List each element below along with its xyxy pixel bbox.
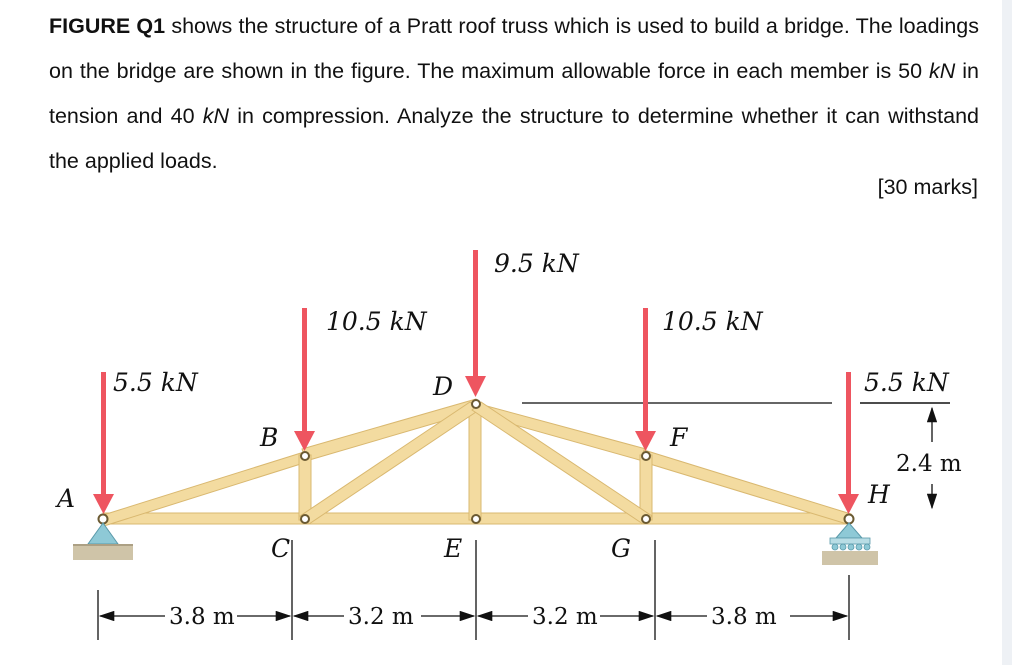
member-DG-diagonal — [472, 402, 652, 524]
question-part-3: in compression. Analyze the structure to determine whether it can withstand the applied loads. — [49, 104, 979, 173]
node-label-H: H — [868, 480, 890, 509]
load-arrow-D — [465, 250, 486, 397]
load-arrow-B — [294, 308, 315, 451]
pin-E — [472, 515, 480, 523]
pin-G — [642, 515, 650, 523]
pin-C — [301, 515, 309, 523]
load-label-F: 10.5 kN — [662, 307, 763, 336]
pin-H — [845, 515, 854, 524]
node-label-B: B — [260, 423, 279, 452]
truss-members — [100, 399, 851, 526]
support-H-roller — [822, 523, 878, 565]
member-DE-vertical — [469, 405, 481, 520]
load-label-D: 9.5 kN — [494, 249, 579, 278]
node-label-A: A — [57, 484, 76, 513]
span-label-AC: 3.8 m — [169, 604, 235, 630]
span-label-EG: 3.2 m — [532, 604, 598, 630]
load-arrow-A — [93, 372, 114, 514]
load-arrow-F — [635, 308, 656, 451]
height-dimension-label: 2.4 m — [896, 451, 962, 477]
member-CD-diagonal — [300, 402, 479, 524]
load-label-A: 5.5 kN — [113, 368, 198, 397]
node-label-D: D — [433, 372, 454, 401]
load-arrow-H — [838, 372, 859, 514]
node-label-F: F — [670, 423, 688, 452]
unit-kn-1: kN — [929, 59, 956, 83]
load-label-B: 10.5 kN — [326, 307, 427, 336]
span-label-CE: 3.2 m — [348, 604, 414, 630]
node-label-C: C — [271, 534, 291, 563]
pin-F — [642, 452, 650, 460]
marks-label: [30 marks] — [877, 175, 978, 199]
pin-D — [472, 400, 480, 408]
load-label-H: 5.5 kN — [864, 368, 949, 397]
question-part-1: shows the structure of a Pratt roof truss which is used to build a bridge. The loadings on the bridge are shown in the figure. The maximum allowable force in each member is 50 — [49, 14, 979, 83]
node-label-E: E — [444, 534, 463, 563]
question-part-2: in tension and 40 — [49, 59, 979, 128]
pin-B — [301, 452, 309, 460]
unit-kn-2: kN — [202, 104, 230, 128]
node-label-G: G — [611, 534, 631, 563]
figure-reference: FIGURE Q1 — [49, 14, 166, 38]
member-BD-top-chord — [302, 399, 480, 461]
support-A-pinned — [73, 523, 133, 560]
span-label-GH: 3.8 m — [711, 604, 777, 630]
member-DF-top-chord — [469, 402, 646, 461]
